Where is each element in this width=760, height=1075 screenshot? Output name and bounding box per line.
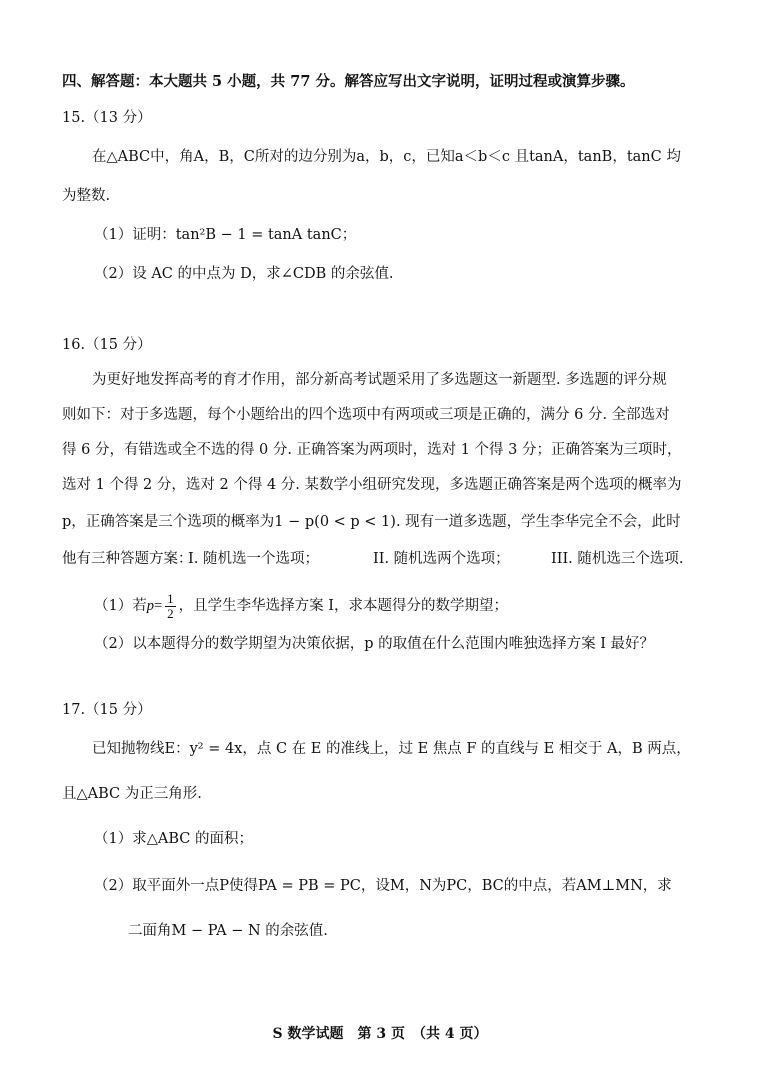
q16-plan-3: III. 随机选三个选项. <box>551 551 684 567</box>
q16-body-line2: 则如下：对于多选题，每个小题给出的四个选项中有两项或三项是正确的，满分 6 分. 全部选对 <box>62 407 670 423</box>
q15-part1: （1）证明：tan²B − 1 = tanA tanC； <box>94 227 357 243</box>
fraction-numerator: 1 <box>167 590 174 606</box>
q16-part2: （2）以本题得分的数学期望为决策依据，p 的取值在什么范围内唯独选择方案 I 最好？ <box>94 636 655 652</box>
q16-part1-var: p <box>146 598 154 614</box>
q17-stem-line1: 已知抛物线E：y² = 4x，点 C 在 E 的准线上，过 E 焦点 F 的直线与 E 相交于 A，B 两点， <box>92 741 691 757</box>
section-header: 四、解答题：本大题共 5 小题，共 77 分。解答应写出文字说明，证明过程或演算步骤。 <box>62 73 635 90</box>
q16-part1-prefix: （1）若 <box>94 598 147 614</box>
q16-plan-2: II. 随机选两个选项； <box>373 551 510 567</box>
q16-part1 <box>94 590 508 622</box>
q16-body-line1: 为更好地发挥高考的育才作用，部分新高考试题采用了多选题这一新题型. 多选题的评分规 <box>92 372 667 388</box>
page-footer: S 数学试题 第 3 页 （共 4 页） <box>272 1026 488 1042</box>
q16-plans-intro: 他有三种答题方案： <box>62 551 193 567</box>
q16-part1-suffix: ，且学生李华选择方案 I，求本题得分的数学期望； <box>178 598 509 614</box>
q16-number: 16.（15 分） <box>62 337 152 353</box>
q16-body-line4: 选对 1 个得 2 分，选对 2 个得 4 分. 某数学小组研究发现，多选题正确答案是两个选项的概率为 <box>62 477 682 493</box>
fraction-denominator: 2 <box>167 605 174 621</box>
q16-plan-1: I. 随机选一个选项； <box>188 551 319 567</box>
q17-number: 17.（15 分） <box>62 702 152 718</box>
q15-stem-line2: 为整数. <box>62 188 111 204</box>
one-half-fraction <box>165 592 176 621</box>
q17-part2-line2: 二面角M − PA − N 的余弦值. <box>128 923 328 939</box>
q17-part1: （1）求△ABC 的面积； <box>94 831 253 847</box>
q15-part2: （2）设 AC 的中点为 D，求∠CDB 的余弦值. <box>94 266 394 282</box>
q15-stem-line1: 在△ABC中，角A，B，C所对的边分别为a，b，c，已知a＜b＜c 且tanA，tanB，tanC 均 <box>92 149 681 165</box>
q15-number: 15.（13 分） <box>62 110 152 126</box>
q17-stem-line2: 且△ABC 为正三角形. <box>62 786 202 802</box>
q16-body-line5: p，正确答案是三个选项的概率为1 − p(0 < p < 1). 现有一道多选题，学生李华完全不会，此时 <box>62 514 681 530</box>
q17-part2-line1: （2）取平面外一点P使得PA = PB = PC，设M，N为PC，BC的中点，若AM⊥MN，求 <box>94 878 672 894</box>
q16-body-line3: 得 6 分，有错选或全不选的得 0 分. 正确答案为两项时，选对 1 个得 3 分；正确答案为三项时， <box>62 442 682 458</box>
q16-part1-eq: = <box>153 598 163 614</box>
